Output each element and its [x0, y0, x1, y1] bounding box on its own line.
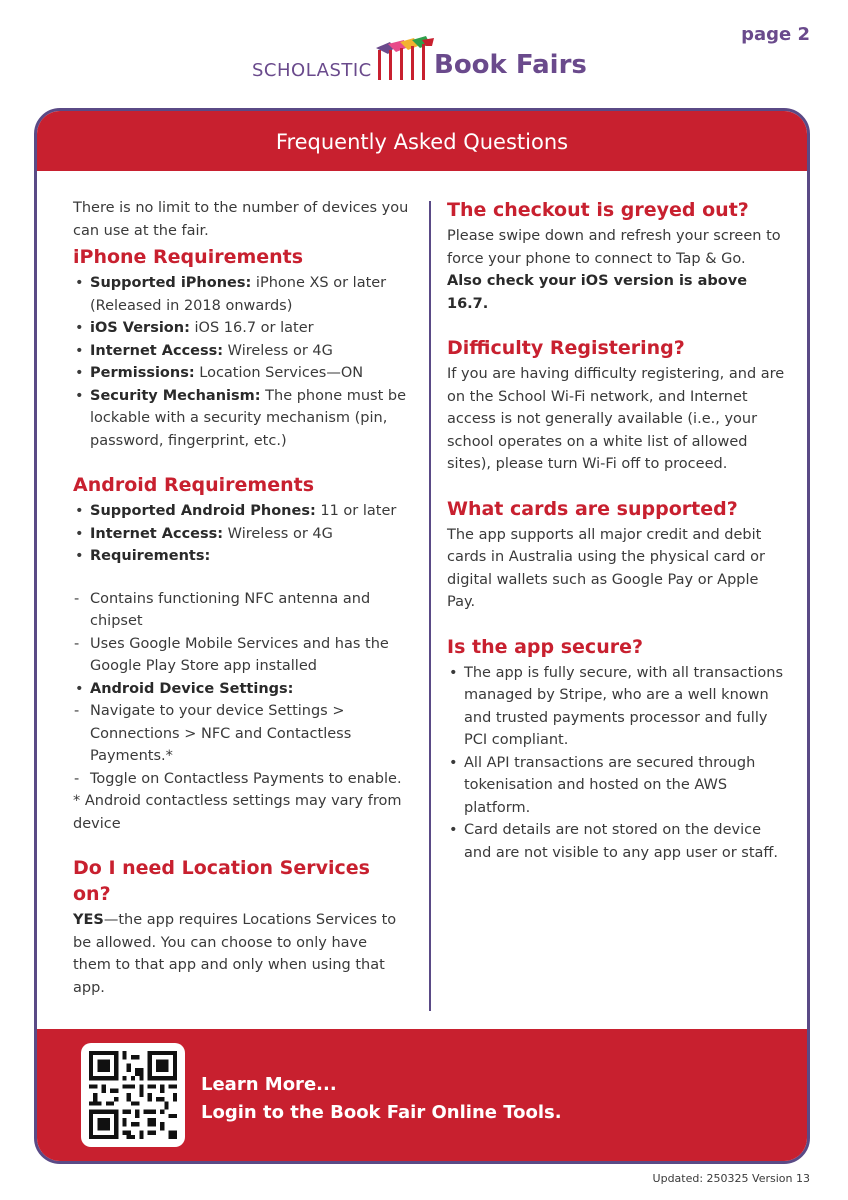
footer-line-learn-more: Learn More...	[201, 1074, 337, 1095]
column-divider	[429, 201, 431, 1011]
list-item: • Permissions: Location Services—ON	[73, 362, 409, 385]
left-column	[73, 197, 409, 999]
list-item: • The app is fully secure, with all transactions managed by Stripe, who are a well known and trusted payments processor and fully PCI compliant.	[447, 662, 787, 752]
updated-version: Updated: 250325 Version 13	[652, 1172, 810, 1185]
list-item: • All API transactions are secured through tokenisation and hosted on the AWS platform.	[447, 752, 787, 820]
logo-scholastic-text: SCHOLASTIC	[252, 60, 372, 81]
qr-code[interactable]	[81, 1043, 185, 1147]
list-item: - Navigate to your device Settings > Connections > NFC and Contactless Payments.*	[73, 700, 409, 768]
registering-heading: Difficulty Registering?	[447, 337, 685, 359]
flags-icon	[374, 34, 434, 84]
secure-list	[447, 662, 787, 865]
list-item: • Internet Access: Wireless or 4G	[73, 523, 409, 546]
location-text: YES—the app requires Locations Services to be allowed. You can choose to only have them to that app and only when using that app.	[73, 912, 397, 996]
cards-heading: What cards are supported?	[447, 497, 738, 520]
list-item: - Toggle on Contactless Payments to enable.	[73, 768, 409, 791]
faq-header: Frequently Asked Questions	[37, 111, 807, 171]
iphone-list	[73, 272, 409, 452]
cards-text: The app supports all major credit and debit cards in Australia using the physical card or digital wallets such as Google Pay or Apple Pay.	[447, 526, 765, 610]
android-req-list	[73, 588, 409, 791]
scholastic-book-fairs-logo	[252, 34, 602, 84]
checkout-text: Please swipe down and refresh your screen to force your phone to connect to Tap & Go.	[447, 228, 781, 267]
list-item: • Supported iPhones: iPhone XS or later (Released in 2018 onwards)	[73, 272, 409, 317]
page-number: page 2	[741, 24, 810, 45]
checkout-heading: The checkout is greyed out?	[447, 199, 749, 221]
list-item: • Android Device Settings:	[73, 678, 409, 701]
secure-heading: Is the app secure?	[447, 635, 644, 658]
android-note: * Android contactless settings may vary from device	[73, 793, 402, 832]
list-item: • Requirements:	[73, 545, 409, 568]
list-item: - Uses Google Mobile Services and has the Google Play Store app installed	[73, 633, 409, 678]
list-item: • Card details are not stored on the device and are not visible to any app user or staff.	[447, 819, 787, 864]
location-heading: Do I need Location Services on?	[73, 857, 370, 905]
registering-text: If you are having difficulty registering, and are on the School Wi-Fi network, and Internet access is not generally available (i.e., your school operates on a white list of allowed sites), please turn Wi-Fi off to proceed.	[447, 366, 785, 472]
qr-code-icon	[89, 1051, 177, 1139]
android-list	[73, 500, 409, 568]
list-item: • Security Mechanism: The phone must be lockable with a security mechanism (pin, password, fingerprint, etc.)	[73, 385, 409, 453]
list-item: • iOS Version: iOS 16.7 or later	[73, 317, 409, 340]
iphone-heading: iPhone Requirements	[73, 246, 304, 268]
right-column	[447, 197, 787, 864]
spacer	[73, 568, 409, 588]
checkout-bold-text: Also check your iOS version is above 16.7.	[447, 273, 748, 312]
footer-line-login[interactable]: Login to the Book Fair Online Tools.	[201, 1102, 562, 1123]
faq-card	[34, 108, 810, 1164]
list-item: - Contains functioning NFC antenna and chipset	[73, 588, 409, 633]
footer-text	[201, 1071, 562, 1127]
list-item: • Internet Access: Wireless or 4G	[73, 340, 409, 363]
list-item: • Supported Android Phones: 11 or later	[73, 500, 409, 523]
logo-book-fairs-text: Book Fairs	[434, 50, 587, 80]
intro-text: There is no limit to the number of devices you can use at the fair.	[73, 200, 409, 239]
android-heading: Android Requirements	[73, 474, 314, 496]
